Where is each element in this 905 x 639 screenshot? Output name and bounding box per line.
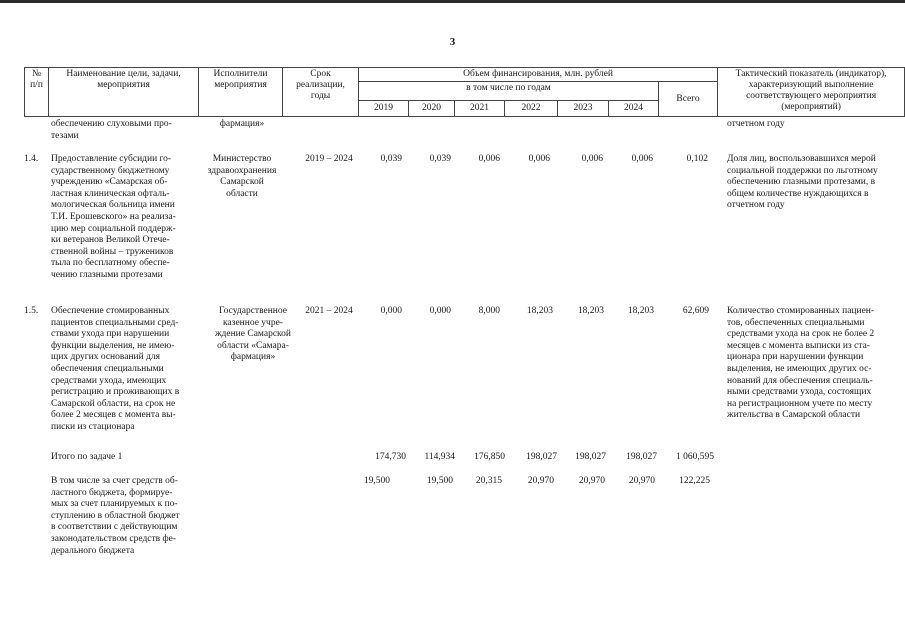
- total-2020: 114,934: [424, 452, 455, 462]
- value-2022: 0,006: [528, 154, 550, 164]
- total-2021: 176,850: [474, 452, 505, 462]
- continuation-indicator: отчетном году: [727, 119, 785, 129]
- total-task-label: Итого по задаче 1: [51, 452, 123, 462]
- total-2024: 198,027: [626, 452, 657, 462]
- total-2023: 198,027: [575, 452, 606, 462]
- header-number: № п/п: [25, 68, 49, 117]
- value-2021: 8,000: [478, 306, 500, 316]
- value-2024: 0,006: [631, 154, 653, 164]
- header-year: 2021: [455, 101, 505, 117]
- regional-2021: 20,315: [475, 476, 502, 486]
- header-year: 2024: [609, 101, 659, 117]
- header-year: 2019: [359, 101, 409, 117]
- header-year: 2023: [558, 101, 609, 117]
- value-2019: 0,000: [380, 306, 402, 316]
- row-number: 1.5.: [24, 306, 39, 316]
- header-year: 2022: [505, 101, 558, 117]
- regional-2024: 20,970: [628, 476, 655, 486]
- regional-2019: 19,500: [363, 476, 390, 486]
- row-name: Обеспечение стомированных пациентов специальными сред- ствами ухода при нарушении функции выделения, не имею- щих других оснований для обеспечения специальными средствами ухода, имеющих регистрацию и проживающих в Самарской области, на срок не более 2 месяцев с момента вы- писки из стационара: [51, 306, 180, 432]
- table-header: [24, 67, 905, 117]
- total-2019: 174,730: [375, 452, 406, 462]
- value-2023: 18,203: [577, 306, 604, 316]
- header-executor: Исполнители мероприятия: [199, 68, 283, 117]
- value-2022: 18,203: [526, 306, 553, 316]
- header-funding: Объем финансирования, млн. рублей: [359, 68, 718, 82]
- top-border-line: [0, 0, 905, 3]
- row-indicator: Количество стомированных пациен- тов, обеспеченных специальными средствами ухода на срок не более 2 месяцев с момента выписки из ста- ционара при нарушении функции выделения, не имеющих других ос- нований для обеспечения специаль- ными средствами ухода, состоящих на регистрационном учете по месту жительства в Самарской области: [727, 306, 875, 421]
- value-2020: 0,000: [429, 306, 451, 316]
- value-2023: 0,006: [581, 154, 603, 164]
- regional-label: В том числе за счет средств об- ластного бюджета, формируе- мых за счет планируемых к по- ступлению в областной бюджет в соответствии с действующим законодательством средств фе- дерального бюджета: [51, 476, 180, 556]
- header-year: 2020: [409, 101, 455, 117]
- page-number: 3: [449, 36, 456, 48]
- regional-total: 122,225: [679, 476, 710, 486]
- regional-2023: 20,970: [578, 476, 605, 486]
- row-executor: Министерство здравоохранения Самарской области: [207, 154, 277, 199]
- row-name: Предоставление субсидии го- сударственному бюджетному учреждению «Самарская об- ластная клиническая офталь- мологическая больница имени Т.И. Ерошевского» на реализа- цию мер социальной поддерж- ки ветеранов Великой Отече- ственной войны – тружеников тыла по бесплатному обеспе- чению глазными протезами: [51, 154, 176, 280]
- header-indicator: Тактический показатель (индикатор), характеризующий выполнение соответствующего мероприятия (мероприятий): [718, 68, 905, 117]
- header-by-years: в том числе по годам: [359, 82, 659, 101]
- row-indicator: Доля лиц, воспользовавшихся мерой социальной поддержки по льготному обеспечению глазными протезами, в общем количестве нуждающихся в отчетном году: [727, 154, 878, 211]
- regional-2020: 19,500: [426, 476, 453, 486]
- row-term: 2019 – 2024: [305, 154, 353, 164]
- header-term: Срок реализации, годы: [283, 68, 359, 117]
- header-total: Всего: [659, 82, 718, 117]
- regional-2022: 20,970: [527, 476, 554, 486]
- total-all: 1 060,595: [676, 452, 714, 462]
- row-term: 2021 – 2024: [305, 306, 353, 316]
- header-name: Наименование цели, задачи, мероприятия: [49, 68, 199, 117]
- continuation-name: обеспечению слуховыми про- тезами: [51, 119, 172, 141]
- row-number: 1.4.: [24, 154, 39, 164]
- total-2022: 198,027: [526, 452, 557, 462]
- value-2019: 0,039: [380, 154, 402, 164]
- value-2024: 18,203: [627, 306, 654, 316]
- row-executor: Государственное казенное учре- ждение Самарской области «Самара- фармация»: [214, 306, 292, 363]
- continuation-executor: фармация»: [219, 119, 265, 129]
- value-2021: 0,006: [478, 154, 500, 164]
- value-2020: 0,039: [429, 154, 451, 164]
- value-total: 62,609: [682, 306, 709, 316]
- value-total: 0,102: [686, 154, 708, 164]
